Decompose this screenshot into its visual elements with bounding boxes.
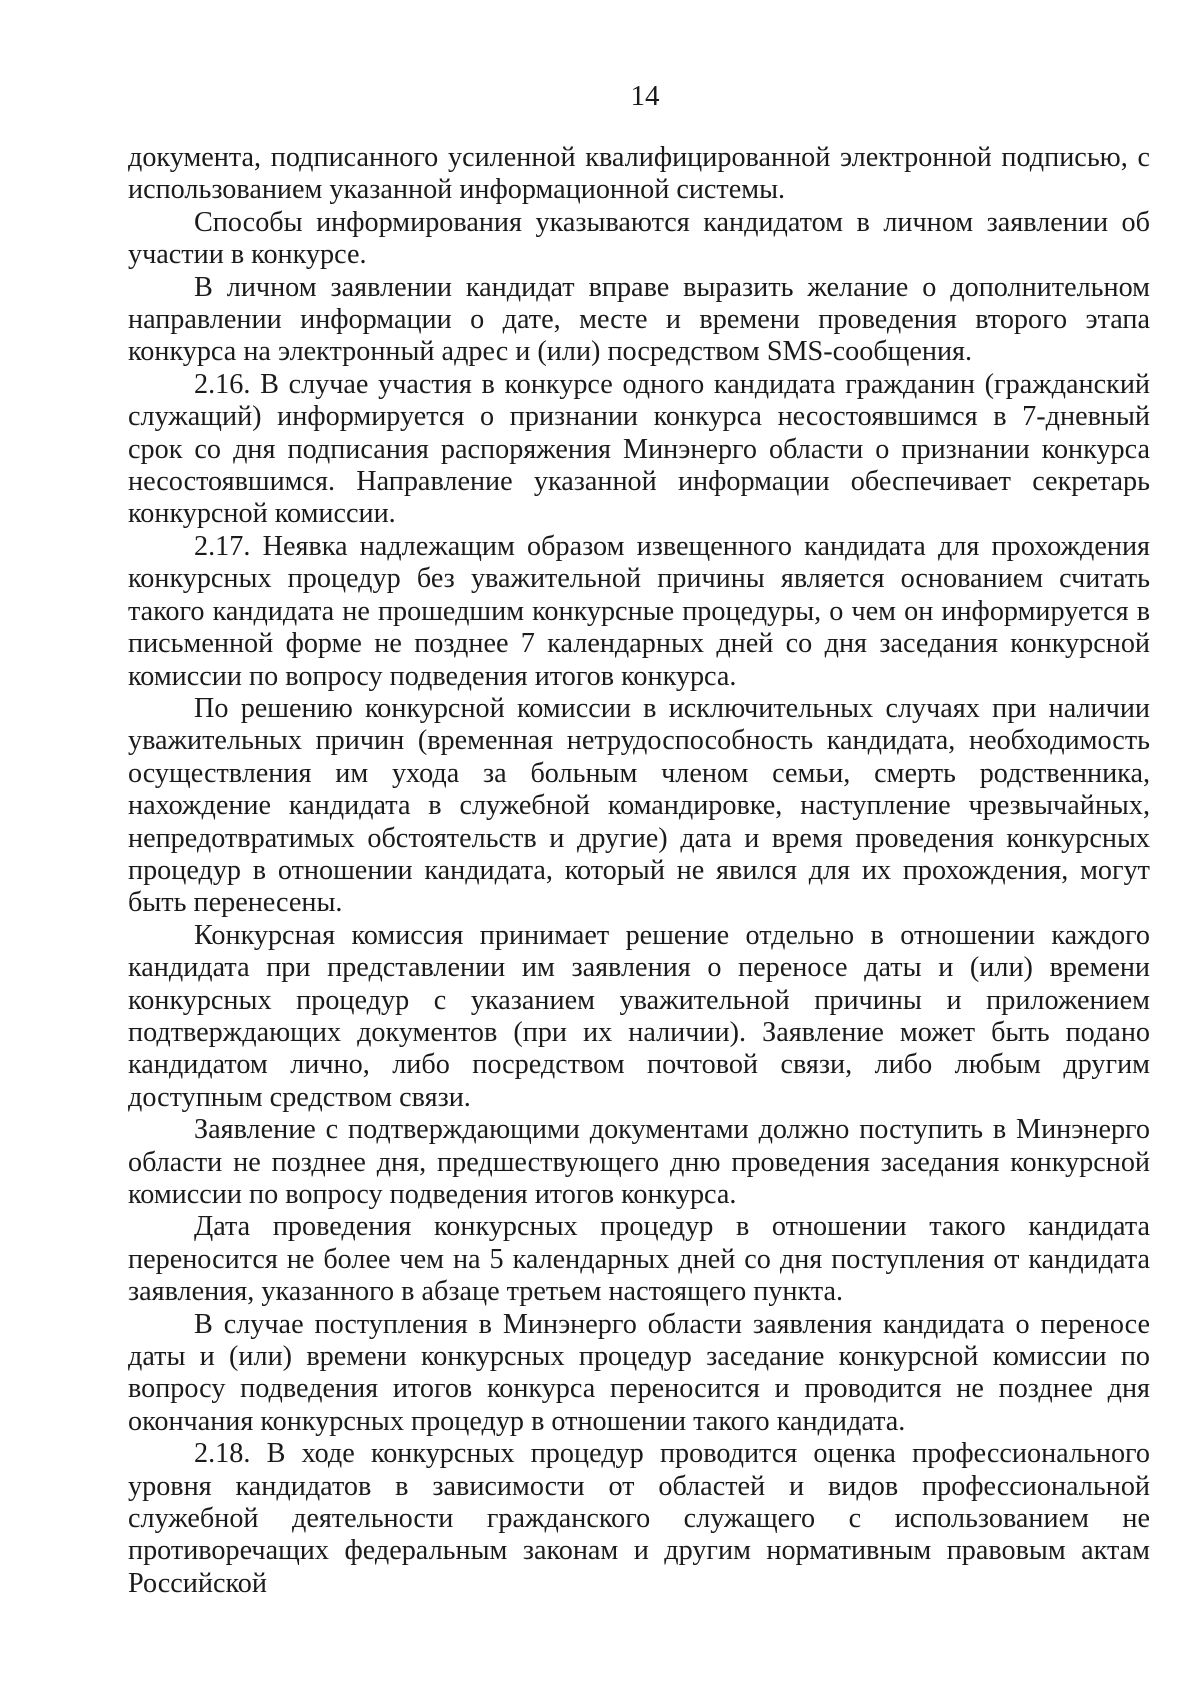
- paragraph-2-16: 2.16. В случае участия в конкурсе одного кандидата гражданин (гражданский служащий) информируется о признании конкурса несостоявшимся в 7-дневный срок со дня подписания распоряжения Минэнерго области о признании конкурса несостоявшимся. Направление указанной информации обеспечивает секретарь конкурсной комиссии.: [128, 368, 1150, 530]
- paragraph-2: Способы информирования указываются кандидатом в личном заявлении об участии в конкурсе.: [128, 206, 1150, 271]
- document-body: [128, 142, 1150, 1600]
- paragraph-7: Конкурсная комиссия принимает решение отдельно в отношении каждого кандидата при представлении им заявления о переносе даты и (или) времени конкурсных процедур с указанием уважительной причины и приложением подтверждающих документов (при их наличии). Заявление может быть подано кандидатом лично, либо посредством почтовой связи, либо любым другим доступным средством связи.: [128, 919, 1150, 1113]
- paragraph-6: По решению конкурсной комиссии в исключительных случаях при наличии уважительных причин (временная нетрудоспособность кандидата, необходимость осуществления им ухода за больным членом семьи, смерть родственника, нахождение кандидата в служебной командировке, наступление чрезвычайных, непредотвратимых обстоятельств и другие) дата и время проведения конкурсных процедур в отношении кандидата, который не явился для их прохождения, могут быть перенесены.: [128, 692, 1150, 919]
- paragraph-3: В личном заявлении кандидат вправе выразить желание о дополнительном направлении информации о дате, месте и времени проведения второго этапа конкурса на электронный адрес и (или) посредством SMS-сообщения.: [128, 271, 1150, 368]
- paragraph-9: Дата проведения конкурсных процедур в отношении такого кандидата переносится не более чем на 5 календарных дней со дня поступления от кандидата заявления, указанного в абзаце третьем настоящего пункта.: [128, 1211, 1150, 1308]
- paragraph-2-18: 2.18. В ходе конкурсных процедур проводится оценка профессионального уровня кандидатов в зависимости от областей и видов профессиональной служебной деятельности гражданского служащего с использованием не противоречащих федеральным законам и другим нормативным правовым актам Российской: [128, 1438, 1150, 1599]
- page-number: 14: [630, 80, 660, 112]
- paragraph-2-17: 2.17. Неявка надлежащим образом извещенного кандидата для прохождения конкурсных процедур без уважительной причины является основанием считать такого кандидата не прошедшим конкурсные процедуры, о чем он информируется в письменной форме не позднее 7 календарных дней со дня заседания конкурсной комиссии по вопросу подведения итогов конкурса.: [128, 530, 1150, 692]
- paragraph-1: документа, подписанного усиленной квалифицированной электронной подписью, с использованием указанной информационной системы.: [128, 142, 1150, 206]
- paragraph-8: Заявление с подтверждающими документами должно поступить в Минэнерго области не позднее дня, предшествующего дню проведения заседания конкурсной комиссии по вопросу подведения итогов конкурса.: [128, 1114, 1150, 1210]
- paragraph-10: В случае поступления в Минэнерго области заявления кандидата о переносе даты и (или) времени конкурсных процедур заседание конкурсной комиссии по вопросу подведения итогов конкурса переносится и проводится не позднее дня окончания конкурсных процедур в отношении такого кандидата.: [128, 1308, 1150, 1437]
